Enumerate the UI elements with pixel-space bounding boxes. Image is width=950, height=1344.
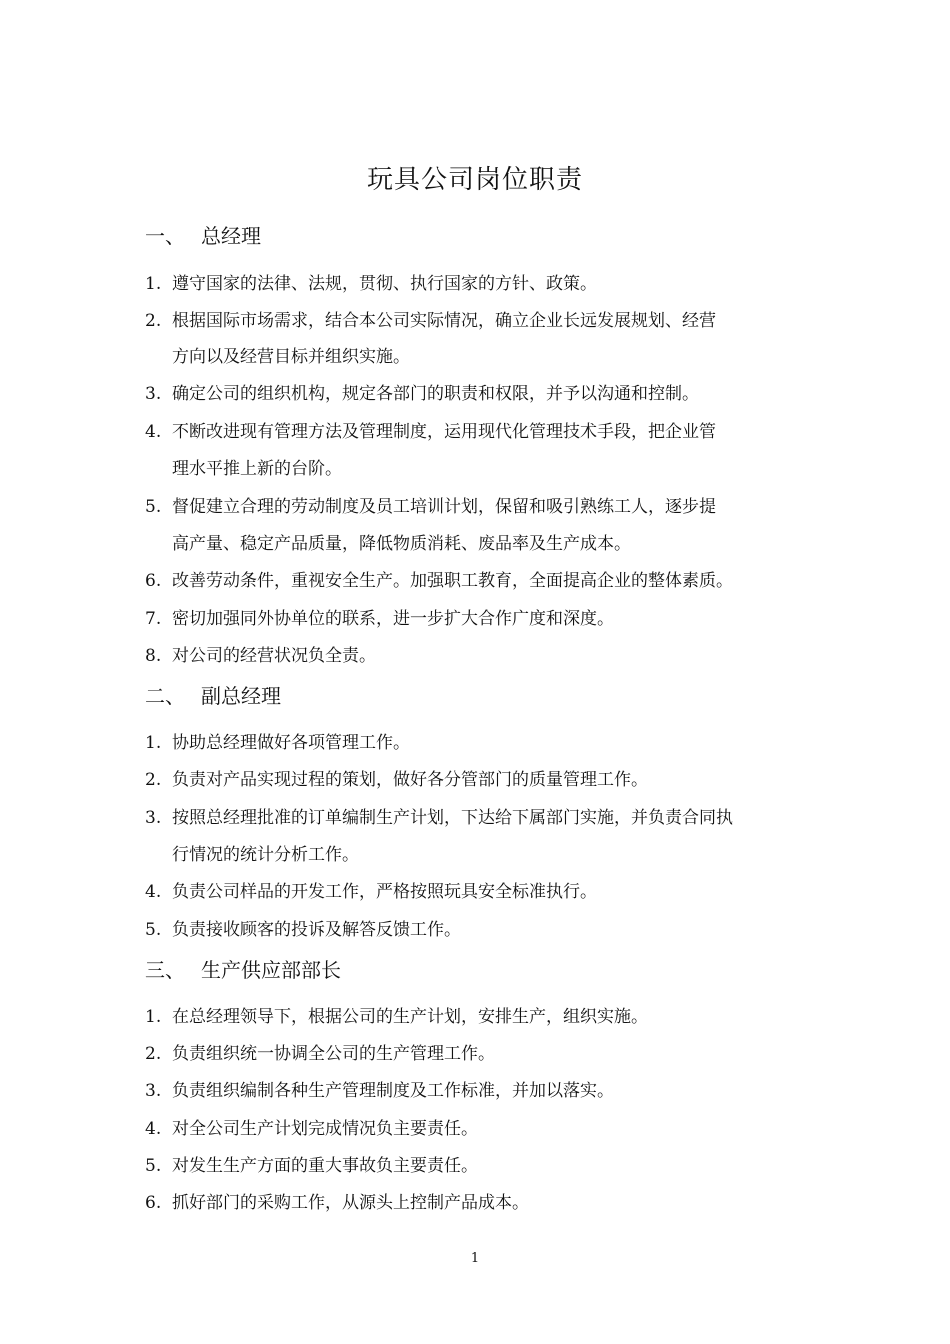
item-text: 对公司的经营状况负全责。 <box>172 646 376 666</box>
list-item <box>145 272 597 296</box>
item-text: 负责公司样品的开发工作，严格按照玩具安全标准执行。 <box>172 882 597 902</box>
section-number: 三、 <box>145 958 185 982</box>
document-title: 玩具公司岗位职责 <box>366 165 583 195</box>
item-text: 对发生生产方面的重大事故负主要责任。 <box>172 1156 478 1176</box>
item-text: 负责对产品实现过程的策划，做好各分管部门的质量管理工作。 <box>172 770 648 790</box>
list-item <box>145 768 648 792</box>
section-heading <box>145 956 341 984</box>
item-number: 4. <box>145 422 162 442</box>
item-text-continued: 行情况的统计分析工作。 <box>172 845 359 865</box>
list-item <box>145 918 461 942</box>
page-number: 1 <box>470 1251 480 1266</box>
item-text-continued: 理水平推上新的台阶。 <box>172 459 342 479</box>
item-text: 对全公司生产计划完成情况负主要责任。 <box>172 1119 478 1139</box>
item-number: 1. <box>145 1007 162 1027</box>
item-text: 根据国际市场需求，结合本公司实际情况，确立企业长远发展规划、经营 <box>172 311 716 331</box>
item-number: 2. <box>145 1044 162 1064</box>
item-number: 6. <box>145 571 162 591</box>
list-item <box>145 495 716 519</box>
item-number: 2. <box>145 311 162 331</box>
item-number: 7. <box>145 609 162 629</box>
item-text: 负责组织统一协调全公司的生产管理工作。 <box>172 1044 495 1064</box>
list-item <box>145 880 597 904</box>
item-text: 负责接收顾客的投诉及解答反馈工作。 <box>172 920 461 940</box>
item-number: 4. <box>145 1119 162 1139</box>
item-text: 负责组织编制各种生产管理制度及工作标准，并加以落实。 <box>172 1081 614 1101</box>
item-text: 改善劳动条件，重视安全生产。加强职工教育，全面提高企业的整体素质。 <box>172 571 733 591</box>
list-item <box>145 569 733 593</box>
item-number: 5. <box>145 1156 162 1176</box>
item-text: 协助总经理做好各项管理工作。 <box>172 733 410 753</box>
section-heading <box>145 222 261 250</box>
item-text-continued: 高产量、稳定产品质量，降低物质消耗、废品率及生产成本。 <box>172 534 631 554</box>
item-text-continued: 方向以及经营目标并组织实施。 <box>172 347 410 367</box>
item-text: 遵守国家的法律、法规，贯彻、执行国家的方针、政策。 <box>172 274 597 294</box>
item-text: 不断改进现有管理方法及管理制度，运用现代化管理技术手段，把企业管 <box>172 422 716 442</box>
item-text: 抓好部门的采购工作，从源头上控制产品成本。 <box>172 1193 529 1213</box>
list-item <box>145 382 699 406</box>
list-item <box>145 1005 648 1029</box>
item-number: 3. <box>145 384 162 404</box>
list-item <box>145 607 614 631</box>
section-title: 生产供应部部长 <box>201 958 341 982</box>
list-item <box>145 1191 529 1215</box>
item-number: 5. <box>145 920 162 940</box>
list-item <box>145 1042 495 1066</box>
item-text: 督促建立合理的劳动制度及员工培训计划，保留和吸引熟练工人，逐步提 <box>172 497 716 517</box>
list-item <box>145 806 733 830</box>
section-number: 一、 <box>145 224 185 248</box>
list-item <box>145 1117 478 1141</box>
section-title: 副总经理 <box>201 684 281 708</box>
item-number: 1. <box>145 274 162 294</box>
item-number: 2. <box>145 770 162 790</box>
item-number: 4. <box>145 882 162 902</box>
list-item <box>145 644 376 668</box>
item-text: 密切加强同外协单位的联系，进一步扩大合作广度和深度。 <box>172 609 614 629</box>
item-number: 8. <box>145 646 162 666</box>
item-text: 在总经理领导下，根据公司的生产计划，安排生产，组织实施。 <box>172 1007 648 1027</box>
section-title: 总经理 <box>201 224 261 248</box>
item-text: 按照总经理批准的订单编制生产计划，下达给下属部门实施，并负责合同执 <box>172 808 733 828</box>
list-item <box>145 420 716 444</box>
section-heading <box>145 682 281 710</box>
item-text: 确定公司的组织机构，规定各部门的职责和权限，并予以沟通和控制。 <box>172 384 699 404</box>
item-number: 6. <box>145 1193 162 1213</box>
section-number: 二、 <box>145 684 185 708</box>
item-number: 3. <box>145 1081 162 1101</box>
list-item <box>145 1154 478 1178</box>
list-item <box>145 731 410 755</box>
item-number: 1. <box>145 733 162 753</box>
list-item <box>145 309 716 333</box>
item-number: 3. <box>145 808 162 828</box>
item-number: 5. <box>145 497 162 517</box>
list-item <box>145 1079 614 1103</box>
